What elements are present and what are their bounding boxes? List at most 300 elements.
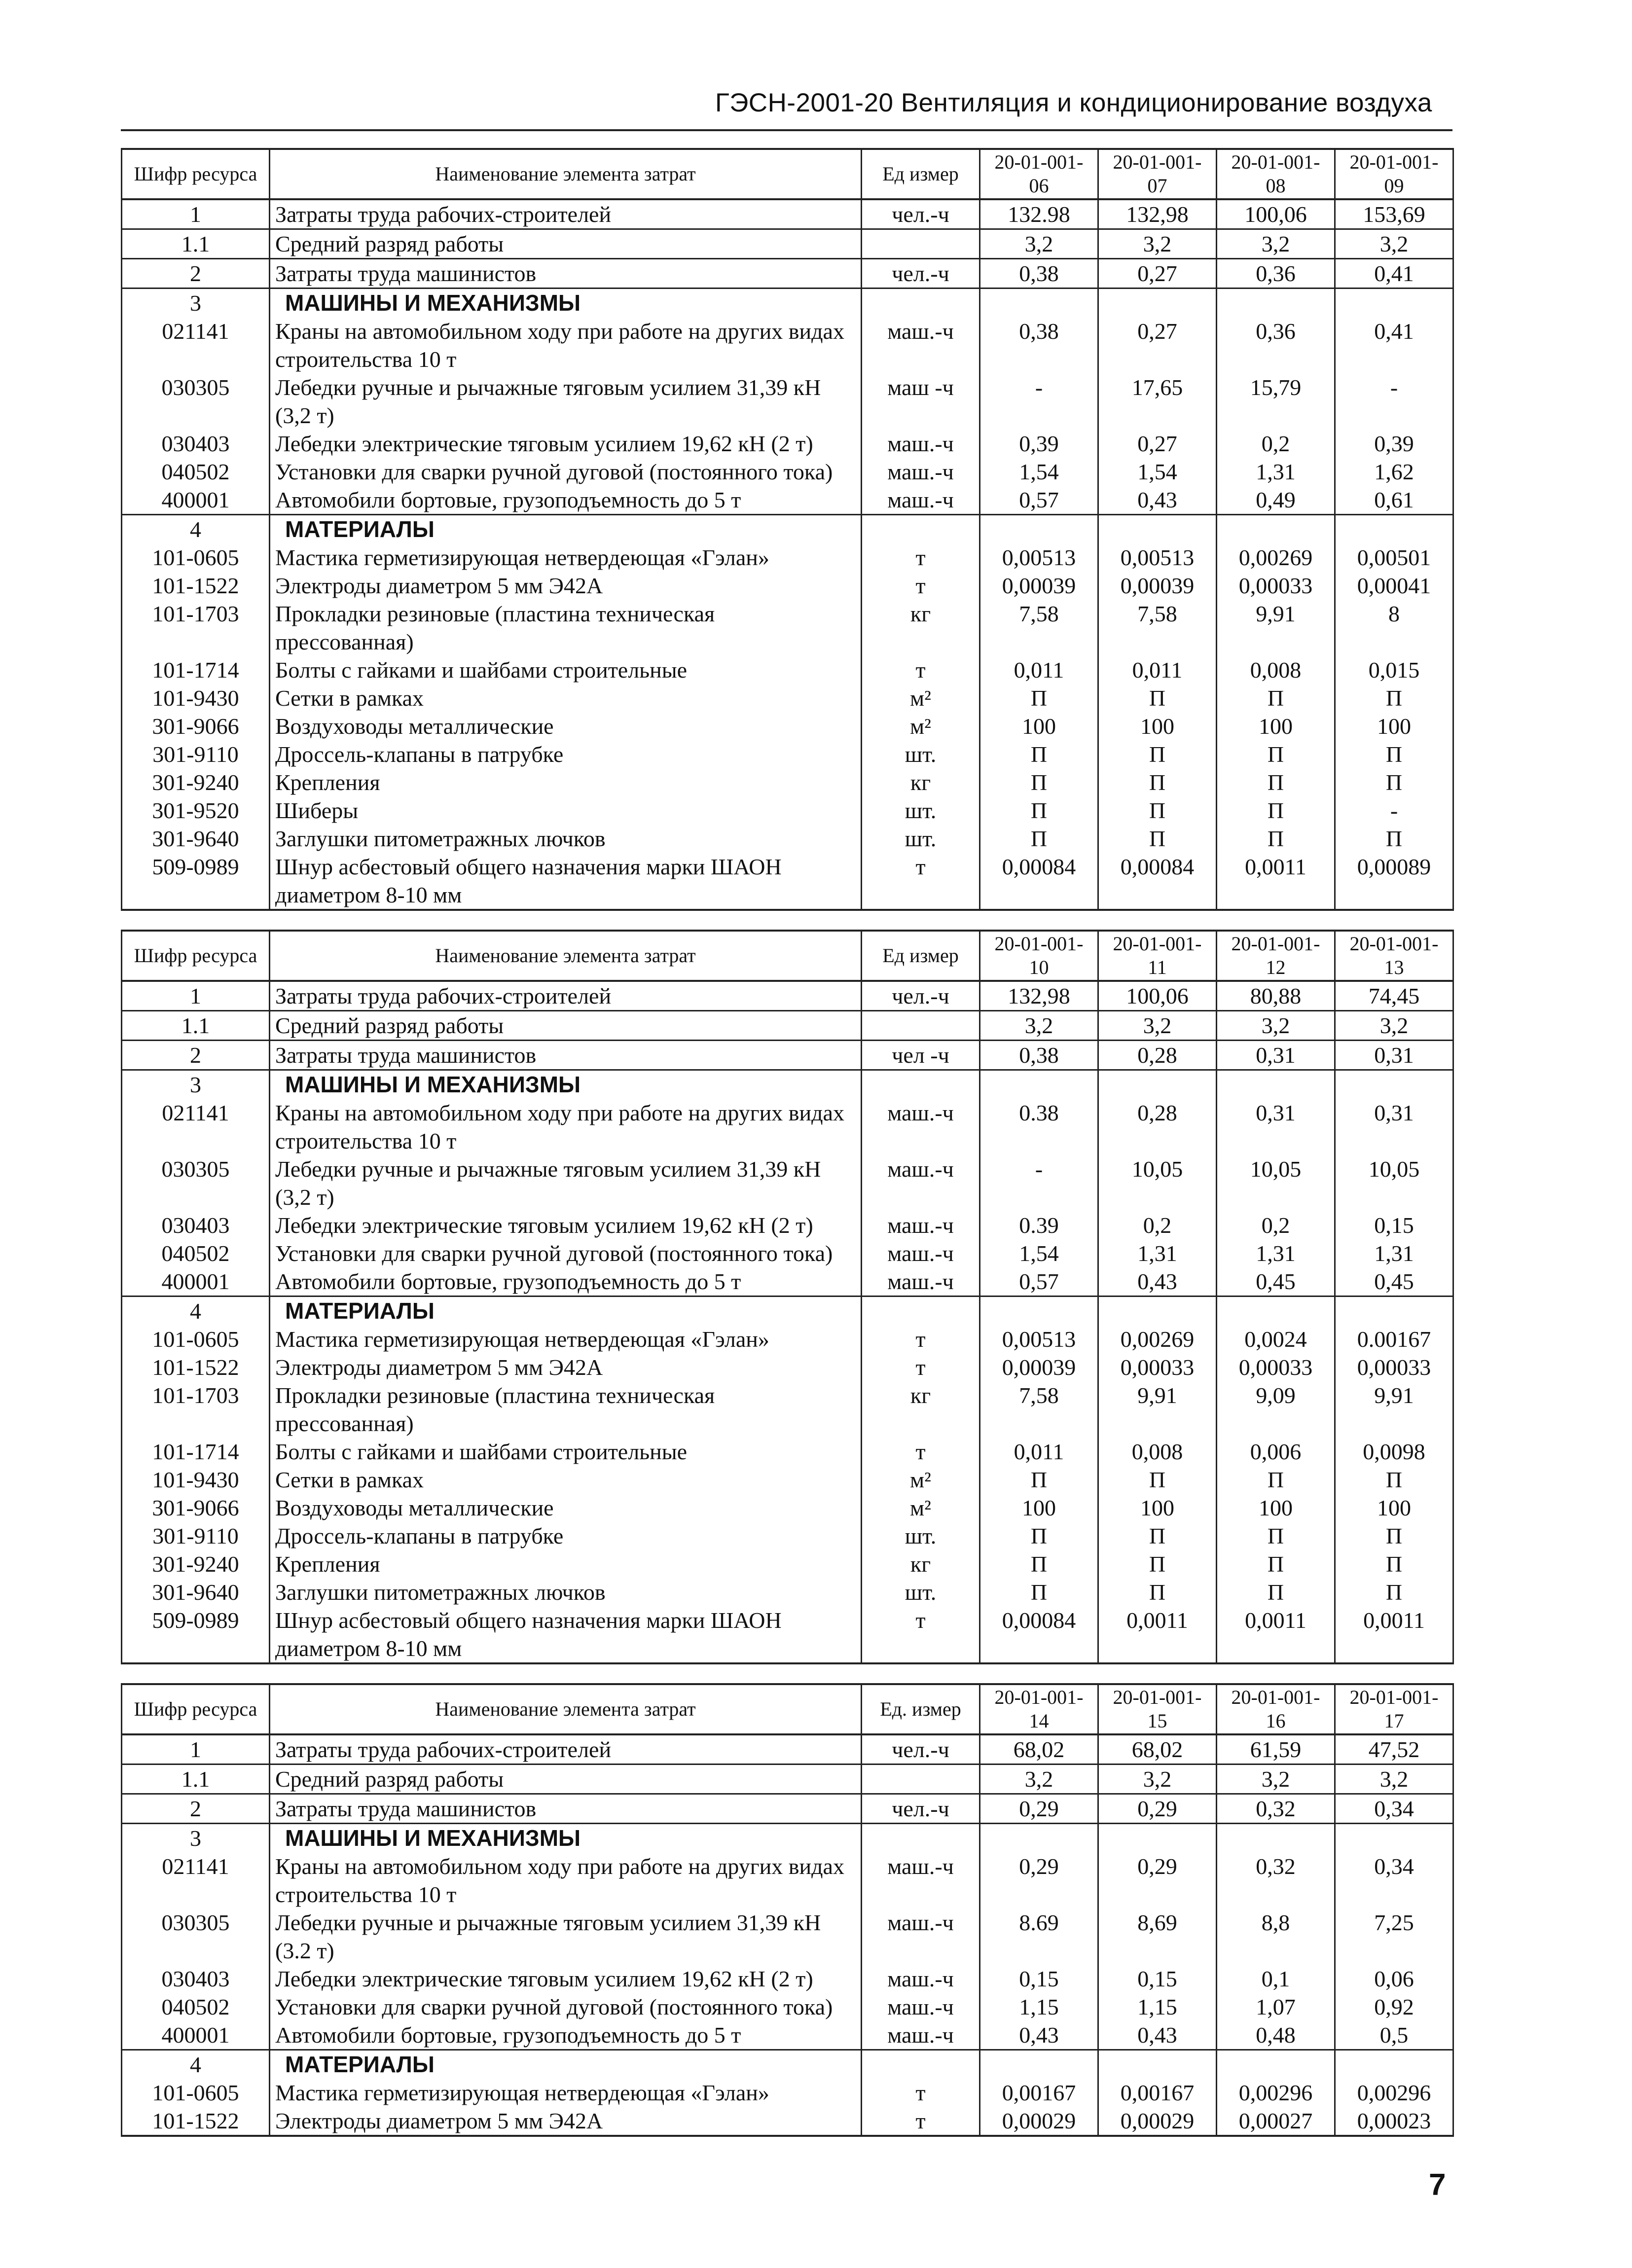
header-norm-code: 20-01-001-17 <box>1335 1684 1453 1734</box>
header-code: Шифр ресурса <box>122 149 270 199</box>
resource-code: 021141 <box>122 1099 270 1155</box>
value-cell: 1,54 <box>1098 458 1217 486</box>
table-row <box>122 1578 1453 1606</box>
header-norm-code: 20-01-001-13 <box>1335 931 1453 981</box>
cost-element-name: Средний разряд работы <box>270 1764 862 1794</box>
value-cell <box>1335 288 1453 318</box>
unit-cell: м² <box>862 712 980 740</box>
value-cell: 0,29 <box>1098 1794 1217 1824</box>
resource-code: 030305 <box>122 1908 270 1965</box>
value-cell: 0,011 <box>980 1438 1098 1466</box>
value-cell: 3,2 <box>980 1764 1098 1794</box>
value-cell: 0,1 <box>1217 1965 1335 1993</box>
value-cell: 0,43 <box>1098 2021 1217 2050</box>
value-cell: 0,39 <box>1335 430 1453 458</box>
value-cell: П <box>1217 740 1335 768</box>
resource-code: 1 <box>122 1734 270 1764</box>
value-cell: П <box>1335 825 1453 853</box>
cost-element-name: Лебедки ручные и рычажные тяговым усилием 31,39 кН (3,2 т) <box>270 373 862 430</box>
value-cell: 0,15 <box>1335 1211 1453 1239</box>
value-cell: П <box>980 768 1098 796</box>
value-cell: П <box>1217 768 1335 796</box>
header-norm-code: 20-01-001-06 <box>980 149 1098 199</box>
unit-cell: кг <box>862 1381 980 1438</box>
value-cell <box>980 1070 1098 1099</box>
unit-cell: чел.-ч <box>862 259 980 288</box>
value-cell: 0,00501 <box>1335 543 1453 572</box>
unit-cell: кг <box>862 768 980 796</box>
value-cell: 17,65 <box>1098 373 1217 430</box>
resource-code: 301-9066 <box>122 1494 270 1522</box>
value-cell: П <box>1335 1550 1453 1578</box>
norms-table-2 <box>121 930 1454 1664</box>
value-cell: - <box>1335 796 1453 825</box>
value-cell: 0,00033 <box>1098 1353 1217 1381</box>
table-row <box>122 981 1453 1011</box>
header-name: Наименование элемента затрат <box>270 931 862 981</box>
value-cell: 0,15 <box>1098 1965 1217 1993</box>
value-cell: П <box>1098 1550 1217 1578</box>
unit-cell: шт. <box>862 740 980 768</box>
value-cell: 0,0098 <box>1335 1438 1453 1466</box>
value-cell: 9,09 <box>1217 1381 1335 1438</box>
value-cell: 10,05 <box>1217 1155 1335 1211</box>
value-cell: 8,8 <box>1217 1908 1335 1965</box>
unit-cell <box>862 288 980 318</box>
value-cell: 1,31 <box>1217 458 1335 486</box>
table-row <box>122 1908 1453 1965</box>
value-cell: 0,43 <box>980 2021 1098 2050</box>
cost-element-name: Автомобили бортовые, грузоподъемность до 5 т <box>270 1267 862 1296</box>
value-cell: 7,58 <box>980 1381 1098 1438</box>
section-row <box>122 1070 1453 1099</box>
value-cell <box>1098 288 1217 318</box>
value-cell: 0,57 <box>980 486 1098 515</box>
value-cell <box>980 1824 1098 1853</box>
cost-element-name: Затраты труда машинистов <box>270 259 862 288</box>
table-header-row <box>122 931 1453 981</box>
resource-code: 030305 <box>122 1155 270 1211</box>
value-cell: П <box>1217 684 1335 712</box>
resource-code: 4 <box>122 2050 270 2079</box>
section-row <box>122 288 1453 318</box>
table-row <box>122 259 1453 288</box>
resource-code: 301-9110 <box>122 740 270 768</box>
unit-cell: т <box>862 1438 980 1466</box>
resource-code: 101-1703 <box>122 1381 270 1438</box>
resource-code: 400001 <box>122 2021 270 2050</box>
cost-element-name: Дроссель-клапаны в патрубке <box>270 740 862 768</box>
value-cell: П <box>980 825 1098 853</box>
resource-code: 101-1714 <box>122 1438 270 1466</box>
value-cell <box>980 515 1098 544</box>
section-row <box>122 1824 1453 1853</box>
value-cell: 3,2 <box>1217 1764 1335 1794</box>
value-cell: 3,2 <box>980 229 1098 259</box>
norms-table-1 <box>121 148 1454 911</box>
value-cell <box>1217 515 1335 544</box>
unit-cell: м² <box>862 684 980 712</box>
table-row <box>122 2079 1453 2107</box>
unit-cell: маш.-ч <box>862 1099 980 1155</box>
table-row <box>122 430 1453 458</box>
resource-code: 3 <box>122 1070 270 1099</box>
cost-element-name: Крепления <box>270 768 862 796</box>
table-row <box>122 1211 1453 1239</box>
value-cell: 0,41 <box>1335 259 1453 288</box>
value-cell: 0,00084 <box>1098 853 1217 910</box>
value-cell: 9,91 <box>1335 1381 1453 1438</box>
unit-cell <box>862 1296 980 1326</box>
value-cell: 0,00269 <box>1098 1325 1217 1353</box>
cost-element-name: Прокладки резиновые (пластина техническая прессованная) <box>270 1381 862 1438</box>
value-cell: 0.00167 <box>1335 1325 1453 1353</box>
table-row <box>122 1155 1453 1211</box>
unit-cell: маш.-ч <box>862 1965 980 1993</box>
unit-cell: т <box>862 1325 980 1353</box>
header-unit: Ед измер <box>862 149 980 199</box>
value-cell: 61,59 <box>1217 1734 1335 1764</box>
header-name: Наименование элемента затрат <box>270 1684 862 1734</box>
value-cell: 0,06 <box>1335 1965 1453 1993</box>
resource-code: 101-1714 <box>122 656 270 684</box>
value-cell: 0,29 <box>980 1794 1098 1824</box>
table-row <box>122 1438 1453 1466</box>
value-cell: 0.38 <box>980 1099 1098 1155</box>
table-row <box>122 458 1453 486</box>
resource-code: 4 <box>122 1296 270 1326</box>
page-header-title: ГЭСН-2001-20 Вентиляция и кондиционирование воздуха <box>715 88 1432 117</box>
section-row <box>122 515 1453 544</box>
cost-element-name: Воздуховоды металлические <box>270 712 862 740</box>
unit-cell <box>862 1824 980 1853</box>
header-code: Шифр ресурса <box>122 931 270 981</box>
value-cell <box>1098 2050 1217 2079</box>
unit-cell: чел.-ч <box>862 1794 980 1824</box>
value-cell: П <box>1217 825 1335 853</box>
value-cell: 1,54 <box>980 1239 1098 1267</box>
resource-code: 021141 <box>122 317 270 373</box>
unit-cell: маш.-ч <box>862 1852 980 1908</box>
table-row <box>122 1993 1453 2021</box>
resource-code: 040502 <box>122 458 270 486</box>
value-cell: 0,011 <box>1098 656 1217 684</box>
header-rule <box>121 129 1452 131</box>
resource-code: 101-0605 <box>122 1325 270 1353</box>
value-cell: 0,28 <box>1098 1041 1217 1070</box>
resource-code: 301-9110 <box>122 1522 270 1550</box>
value-cell <box>1335 2050 1453 2079</box>
unit-cell: чел.-ч <box>862 1734 980 1764</box>
value-cell: 132,98 <box>980 981 1098 1011</box>
section-row <box>122 1296 1453 1326</box>
value-cell: 3,2 <box>1217 1011 1335 1041</box>
value-cell: П <box>980 1522 1098 1550</box>
value-cell: 3,2 <box>1335 1011 1453 1041</box>
cost-element-name: Шнур асбестовый общего назначения марки ШАОН диаметром 8-10 мм <box>270 1606 862 1663</box>
page-number: 7 <box>1429 2168 1446 2202</box>
value-cell <box>1217 1824 1335 1853</box>
cost-element-name: Лебедки электрические тяговым усилием 19,62 кН (2 т) <box>270 1211 862 1239</box>
unit-cell <box>862 2050 980 2079</box>
value-cell: 9,91 <box>1217 600 1335 656</box>
unit-cell: т <box>862 2107 980 2136</box>
value-cell: 1,54 <box>980 458 1098 486</box>
value-cell: 0,31 <box>1217 1099 1335 1155</box>
value-cell: 0,38 <box>980 1041 1098 1070</box>
unit-cell: т <box>862 853 980 910</box>
header-norm-code: 20-01-001-08 <box>1217 149 1335 199</box>
value-cell: 0,00296 <box>1335 2079 1453 2107</box>
value-cell: 0,00041 <box>1335 572 1453 600</box>
value-cell: 0,00513 <box>1098 543 1217 572</box>
cost-element-name: Автомобили бортовые, грузоподъемность до 5 т <box>270 2021 862 2050</box>
header-code: Шифр ресурса <box>122 1684 270 1734</box>
value-cell: 0,49 <box>1217 486 1335 515</box>
value-cell: 1,31 <box>1335 1239 1453 1267</box>
cost-element-name: Дроссель-клапаны в патрубке <box>270 1522 862 1550</box>
unit-cell: т <box>862 656 980 684</box>
resource-code: 4 <box>122 515 270 544</box>
cost-element-name: Лебедки электрические тяговым усилием 19,62 кН (2 т) <box>270 430 862 458</box>
value-cell: 0,00033 <box>1217 1353 1335 1381</box>
value-cell: 0,32 <box>1217 1852 1335 1908</box>
resource-code: 400001 <box>122 1267 270 1296</box>
table-row <box>122 2107 1453 2136</box>
value-cell <box>1335 515 1453 544</box>
unit-cell: м² <box>862 1494 980 1522</box>
value-cell: 3,2 <box>1098 229 1217 259</box>
resource-code: 101-0605 <box>122 2079 270 2107</box>
value-cell: 0,00084 <box>980 1606 1098 1663</box>
value-cell: 0,61 <box>1335 486 1453 515</box>
value-cell: 100 <box>1335 1494 1453 1522</box>
value-cell <box>1335 1824 1453 1853</box>
cost-element-name: Затраты труда рабочих-строителей <box>270 981 862 1011</box>
value-cell: П <box>980 1578 1098 1606</box>
section-title: МАТЕРИАЛЫ <box>270 515 862 544</box>
value-cell: П <box>980 684 1098 712</box>
value-cell: 0,48 <box>1217 2021 1335 2050</box>
resource-code: 400001 <box>122 486 270 515</box>
value-cell: 0,0011 <box>1335 1606 1453 1663</box>
table-row <box>122 317 1453 373</box>
value-cell: П <box>1335 1466 1453 1494</box>
value-cell: 0,38 <box>980 317 1098 373</box>
value-cell: 0,92 <box>1335 1993 1453 2021</box>
unit-cell: чел -ч <box>862 1041 980 1070</box>
unit-cell: шт. <box>862 1522 980 1550</box>
resource-code: 2 <box>122 259 270 288</box>
value-cell: П <box>1217 796 1335 825</box>
table-row <box>122 1734 1453 1764</box>
value-cell: П <box>1098 825 1217 853</box>
value-cell: 1,62 <box>1335 458 1453 486</box>
table-row <box>122 1325 1453 1353</box>
table-row <box>122 796 1453 825</box>
value-cell: 3,2 <box>1098 1011 1217 1041</box>
resource-code: 101-1522 <box>122 1353 270 1381</box>
value-cell: П <box>1335 768 1453 796</box>
value-cell: 0,27 <box>1098 317 1217 373</box>
value-cell: П <box>980 796 1098 825</box>
cost-element-name: Лебедки ручные и рычажные тяговым усилием 31,39 кН (3.2 т) <box>270 1908 862 1965</box>
value-cell: 0,43 <box>1098 486 1217 515</box>
section-title: МАШИНЫ И МЕХАНИЗМЫ <box>270 1824 862 1853</box>
resource-code: 1 <box>122 981 270 1011</box>
table-row <box>122 1794 1453 1824</box>
table-row <box>122 1606 1453 1663</box>
value-cell: 3,2 <box>1335 229 1453 259</box>
cost-element-name: Шнур асбестовый общего назначения марки ШАОН диаметром 8-10 мм <box>270 853 862 910</box>
cost-element-name: Краны на автомобильном ходу при работе на других видах строительства 10 т <box>270 317 862 373</box>
unit-cell: т <box>862 2079 980 2107</box>
cost-element-name: Шиберы <box>270 796 862 825</box>
unit-cell: шт. <box>862 796 980 825</box>
resource-code: 101-1522 <box>122 2107 270 2136</box>
resource-code: 301-9640 <box>122 1578 270 1606</box>
cost-element-name: Сетки в рамках <box>270 684 862 712</box>
value-cell: П <box>1098 796 1217 825</box>
table-row <box>122 825 1453 853</box>
value-cell <box>1098 515 1217 544</box>
table-row <box>122 712 1453 740</box>
header-norm-code: 20-01-001-12 <box>1217 931 1335 981</box>
value-cell <box>1098 1296 1217 1326</box>
value-cell: 0,00033 <box>1217 572 1335 600</box>
table-row <box>122 656 1453 684</box>
unit-cell: т <box>862 1353 980 1381</box>
value-cell: 7,58 <box>1098 600 1217 656</box>
cost-element-name: Электроды диаметром 5 мм Э42А <box>270 572 862 600</box>
value-cell: 3,2 <box>980 1011 1098 1041</box>
value-cell: 8,69 <box>1098 1908 1217 1965</box>
unit-cell: т <box>862 572 980 600</box>
unit-cell: маш.-ч <box>862 458 980 486</box>
value-cell: 3,2 <box>1098 1764 1217 1794</box>
resource-code: 101-0605 <box>122 543 270 572</box>
value-cell: - <box>1335 373 1453 430</box>
unit-cell: т <box>862 1606 980 1663</box>
cost-element-name: Мастика герметизирующая нетвердеющая «Гэлан» <box>270 2079 862 2107</box>
value-cell: 0,008 <box>1098 1438 1217 1466</box>
header-norm-code: 20-01-001-15 <box>1098 1684 1217 1734</box>
value-cell: П <box>1098 740 1217 768</box>
unit-cell: маш.-ч <box>862 1993 980 2021</box>
value-cell: 0,0011 <box>1217 1606 1335 1663</box>
resource-code: 509-0989 <box>122 1606 270 1663</box>
value-cell <box>1217 1296 1335 1326</box>
value-cell: 0,57 <box>980 1267 1098 1296</box>
resource-code: 101-9430 <box>122 684 270 712</box>
value-cell <box>1217 2050 1335 2079</box>
section-title: МАШИНЫ И МЕХАНИЗМЫ <box>270 1070 862 1099</box>
value-cell: 0,0024 <box>1217 1325 1335 1353</box>
section-title: МАТЕРИАЛЫ <box>270 1296 862 1326</box>
value-cell <box>1335 1296 1453 1326</box>
value-cell: 132.98 <box>980 199 1098 229</box>
cost-element-name: Болты с гайками и шайбами строительные <box>270 656 862 684</box>
value-cell: 0,00029 <box>980 2107 1098 2136</box>
value-cell: 0,31 <box>1335 1099 1453 1155</box>
unit-cell: маш.-ч <box>862 1155 980 1211</box>
resource-code: 1.1 <box>122 229 270 259</box>
value-cell <box>1217 1070 1335 1099</box>
header-norm-code: 20-01-001-16 <box>1217 1684 1335 1734</box>
value-cell: 10,05 <box>1098 1155 1217 1211</box>
unit-cell <box>862 1070 980 1099</box>
value-cell: П <box>1098 1466 1217 1494</box>
value-cell: 1,15 <box>980 1993 1098 2021</box>
value-cell: 9,91 <box>1098 1381 1217 1438</box>
resource-code: 301-9520 <box>122 796 270 825</box>
value-cell: 7,25 <box>1335 1908 1453 1965</box>
cost-element-name: Затраты труда рабочих-строителей <box>270 199 862 229</box>
cost-element-name: Мастика герметизирующая нетвердеющая «Гэлан» <box>270 543 862 572</box>
value-cell: 8.69 <box>980 1908 1098 1965</box>
value-cell: 0,0011 <box>1217 853 1335 910</box>
header-norm-code: 20-01-001-09 <box>1335 149 1453 199</box>
cost-element-name: Автомобили бортовые, грузоподъемность до 5 т <box>270 486 862 515</box>
unit-cell: м² <box>862 1466 980 1494</box>
value-cell: 0,006 <box>1217 1438 1335 1466</box>
value-cell: 80,88 <box>1217 981 1335 1011</box>
unit-cell: кг <box>862 1550 980 1578</box>
unit-cell: маш.-ч <box>862 317 980 373</box>
value-cell: П <box>1217 1578 1335 1606</box>
table-row <box>122 684 1453 712</box>
table-row <box>122 740 1453 768</box>
resource-code: 1 <box>122 199 270 229</box>
table-row <box>122 229 1453 259</box>
value-cell: П <box>1098 1578 1217 1606</box>
value-cell: 0,00027 <box>1217 2107 1335 2136</box>
table-row <box>122 1965 1453 1993</box>
table-row <box>122 853 1453 910</box>
value-cell: 0,00269 <box>1217 543 1335 572</box>
value-cell <box>980 288 1098 318</box>
table-row <box>122 199 1453 229</box>
header-norm-code: 20-01-001-10 <box>980 931 1098 981</box>
table-row <box>122 1353 1453 1381</box>
table-row <box>122 1466 1453 1494</box>
table-row <box>122 373 1453 430</box>
value-cell: 100,06 <box>1217 199 1335 229</box>
unit-cell: маш.-ч <box>862 1211 980 1239</box>
value-cell <box>1098 1824 1217 1853</box>
value-cell: 100 <box>1098 712 1217 740</box>
cost-element-name: Воздуховоды металлические <box>270 1494 862 1522</box>
value-cell: 0,00167 <box>980 2079 1098 2107</box>
table-header-row <box>122 149 1453 199</box>
table-row <box>122 543 1453 572</box>
value-cell: 0,27 <box>1098 430 1217 458</box>
table-row <box>122 1239 1453 1267</box>
table-row <box>122 1381 1453 1438</box>
table-row <box>122 1011 1453 1041</box>
value-cell <box>1335 1070 1453 1099</box>
cost-element-name: Краны на автомобильном ходу при работе на других видах строительства 10 т <box>270 1099 862 1155</box>
unit-cell: шт. <box>862 825 980 853</box>
table-row <box>122 572 1453 600</box>
value-cell: 0,00029 <box>1098 2107 1217 2136</box>
header-norm-code: 20-01-001-11 <box>1098 931 1217 981</box>
cost-element-name: Заглушки питометражных лючков <box>270 1578 862 1606</box>
unit-cell <box>862 515 980 544</box>
table-row <box>122 600 1453 656</box>
value-cell: 0,2 <box>1098 1211 1217 1239</box>
value-cell: П <box>1335 684 1453 712</box>
